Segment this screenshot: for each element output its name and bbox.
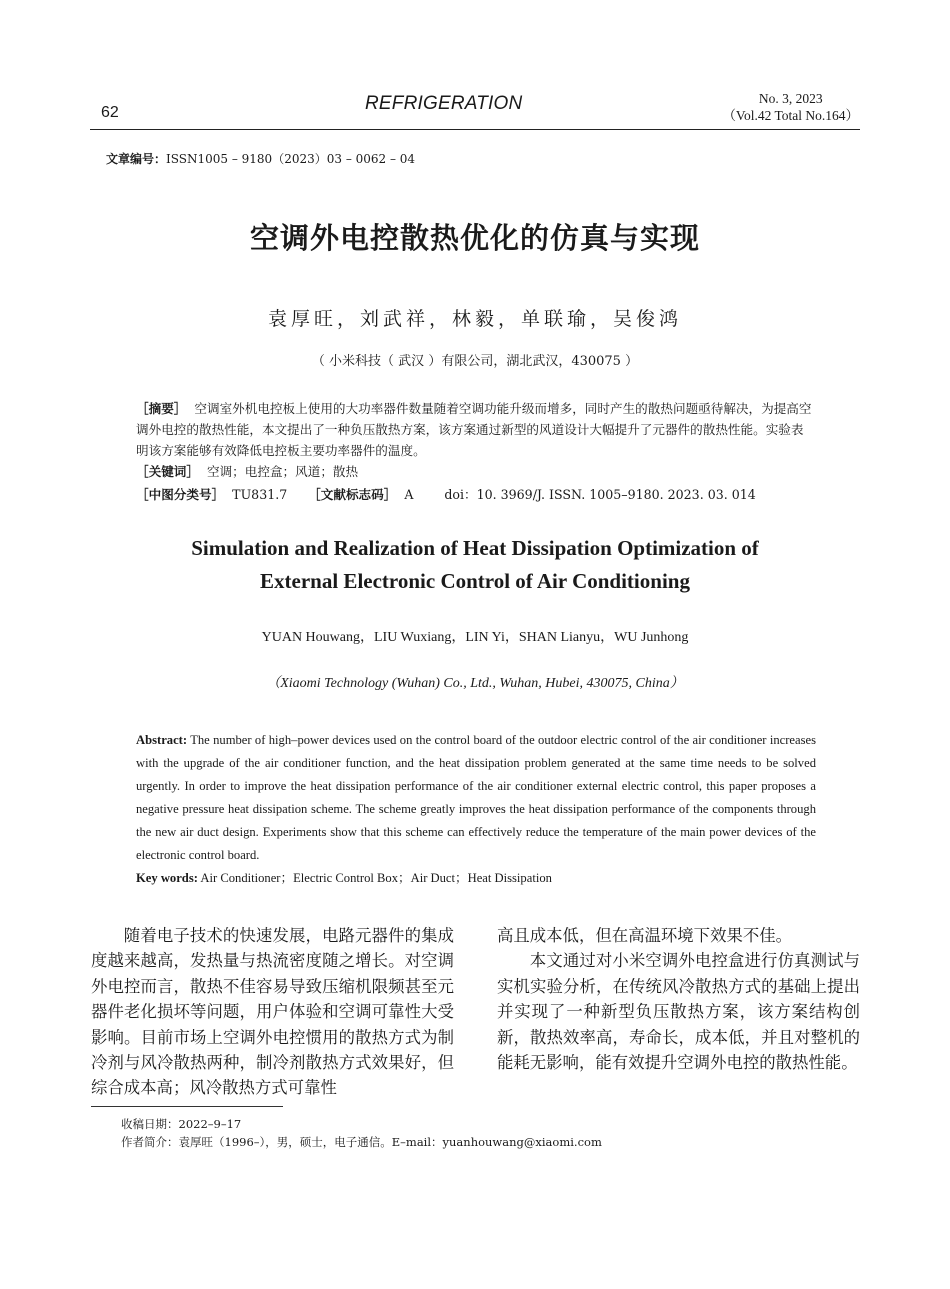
classification-line [136,484,756,503]
issue-info [722,90,859,124]
volume-info: （Vol.42 Total No.164） [722,108,859,123]
body-right-column [497,923,860,1075]
title-chinese: 空调外电控散热优化的仿真与实现 [249,221,700,255]
affiliation-english: （Xiaomi Technology (Wuhan) Co., Ltd., Wuhan, Hubei, 430075, China） [266,676,684,691]
page-number: 62 [101,104,119,121]
doc-code-value: A [404,487,414,502]
header-divider [90,129,860,130]
keywords-cn-text: 空调；电控盒；风道；散热 [206,464,359,479]
title-en-line1: Simulation and Realization of Heat Dissipation Optimization of [191,536,759,560]
authors-english: YUAN Houwang，LIU Wuxiang，LIN Yi，SHAN Lianyu，WU Junhong [261,630,689,645]
body-paragraph: 随着电子技术的快速发展，电路元器件的集成度越来越高，发热量与热流密度随之增长。对空调外电控而言，散热不佳容易导致压缩机限频甚至元器件老化损坏等问题，用户体验和空调可靠性大受影响。目前市场上空调外电控惯用的散热方式为制冷剂与风冷散热两种，制冷剂散热方式效果好，但综合成本高；风冷散热方式可靠性 [91,926,454,1098]
body-left-column [91,923,454,1101]
keywords-chinese [136,461,358,480]
article-id-label: 文章编号： [106,152,167,166]
keywords-en-label: Key words: [136,871,198,885]
doi: doi：10. 3969/J. ISSN. 1005–9180. 2023. 03. 014 [444,487,756,502]
abstract-en-label: Abstract: [136,733,188,747]
footnote-author-bio: 作者简介：袁厚旺（1996–），男，硕士，电子通信。E–mail：yuanhouwang@xiaomi.com [121,1135,602,1149]
cls-label: ［中图分类号］ [136,487,225,502]
keywords-en-text: Air Conditioner；Electric Control Box；Air Duct；Heat Dissipation [200,871,552,885]
issue-number: No. 3, 2023 [758,91,823,106]
article-id [106,150,415,167]
abstract-en-text: The number of high–power devices used on the control board of the outdoor electric control of the air conditioner increases with the upgrade of the air conditioner function, and the heat dissipation problem generated at the same time needs to be solved urgently. In order to improve the heat dissipation performance of the air conditioner external electric control, this paper proposes a negative pressure heat dissipation scheme. The scheme greatly improves the heat dissipation performance of the components through the new air duct design. Experiments show that this scheme can effectively reduce the temperature of the main power devices of the electronic control board. [136,733,816,862]
footnote-divider [91,1106,283,1107]
footnote-received-date: 收稿日期：2022–9–17 [121,1117,242,1131]
body-paragraph: 本文通过对小米空调外电控盒进行仿真测试与实机实验分析，在传统风冷散热方式的基础上提出并实现了一种新型负压散热方案，该方案结构创新，散热效率高，寿命长，成本低，并且对整机的能耗无影响，能有效提升空调外电控的散热性能。 [497,951,860,1073]
affiliation-chinese: （ 小米科技（ 武汉 ）有限公司，湖北武汉，430075 ） [311,354,639,369]
keywords-english [136,867,552,886]
journal-name: REFRIGERATION [365,93,523,114]
abstract-english [136,729,816,867]
authors-chinese: 袁厚旺，刘武祥，林毅，单联瑜，吴俊鸿 [267,308,682,330]
abstract-chinese [136,398,816,461]
title-en-line2: External Electronic Control of Air Conditioning [260,569,690,593]
title-english [0,532,950,598]
abstract-cn-text: 空调室外机电控板上使用的大功率器件数量随着空调功能升级而增多，同时产生的散热问题亟待解决，为提高空调外电控的散热性能，本文提出了一种负压散热方案，该方案通过新型的风道设计大幅提升了元器件的散热性能。实验表明该方案能够有效降低电控板主要功率器件的温度。 [136,401,812,458]
cls-value: TU831.7 [232,487,288,502]
doc-code-label: ［文献标志码］ [308,487,397,502]
body-paragraph-continuation: 高且成本低，但在高温环境下效果不佳。 [497,926,793,945]
article-id-value: ISSN1005 – 9180（2023）03 – 0062 – 04 [166,152,416,166]
keywords-cn-label: ［关键词］ [136,464,199,479]
abstract-cn-label: ［摘要］ [136,401,187,416]
